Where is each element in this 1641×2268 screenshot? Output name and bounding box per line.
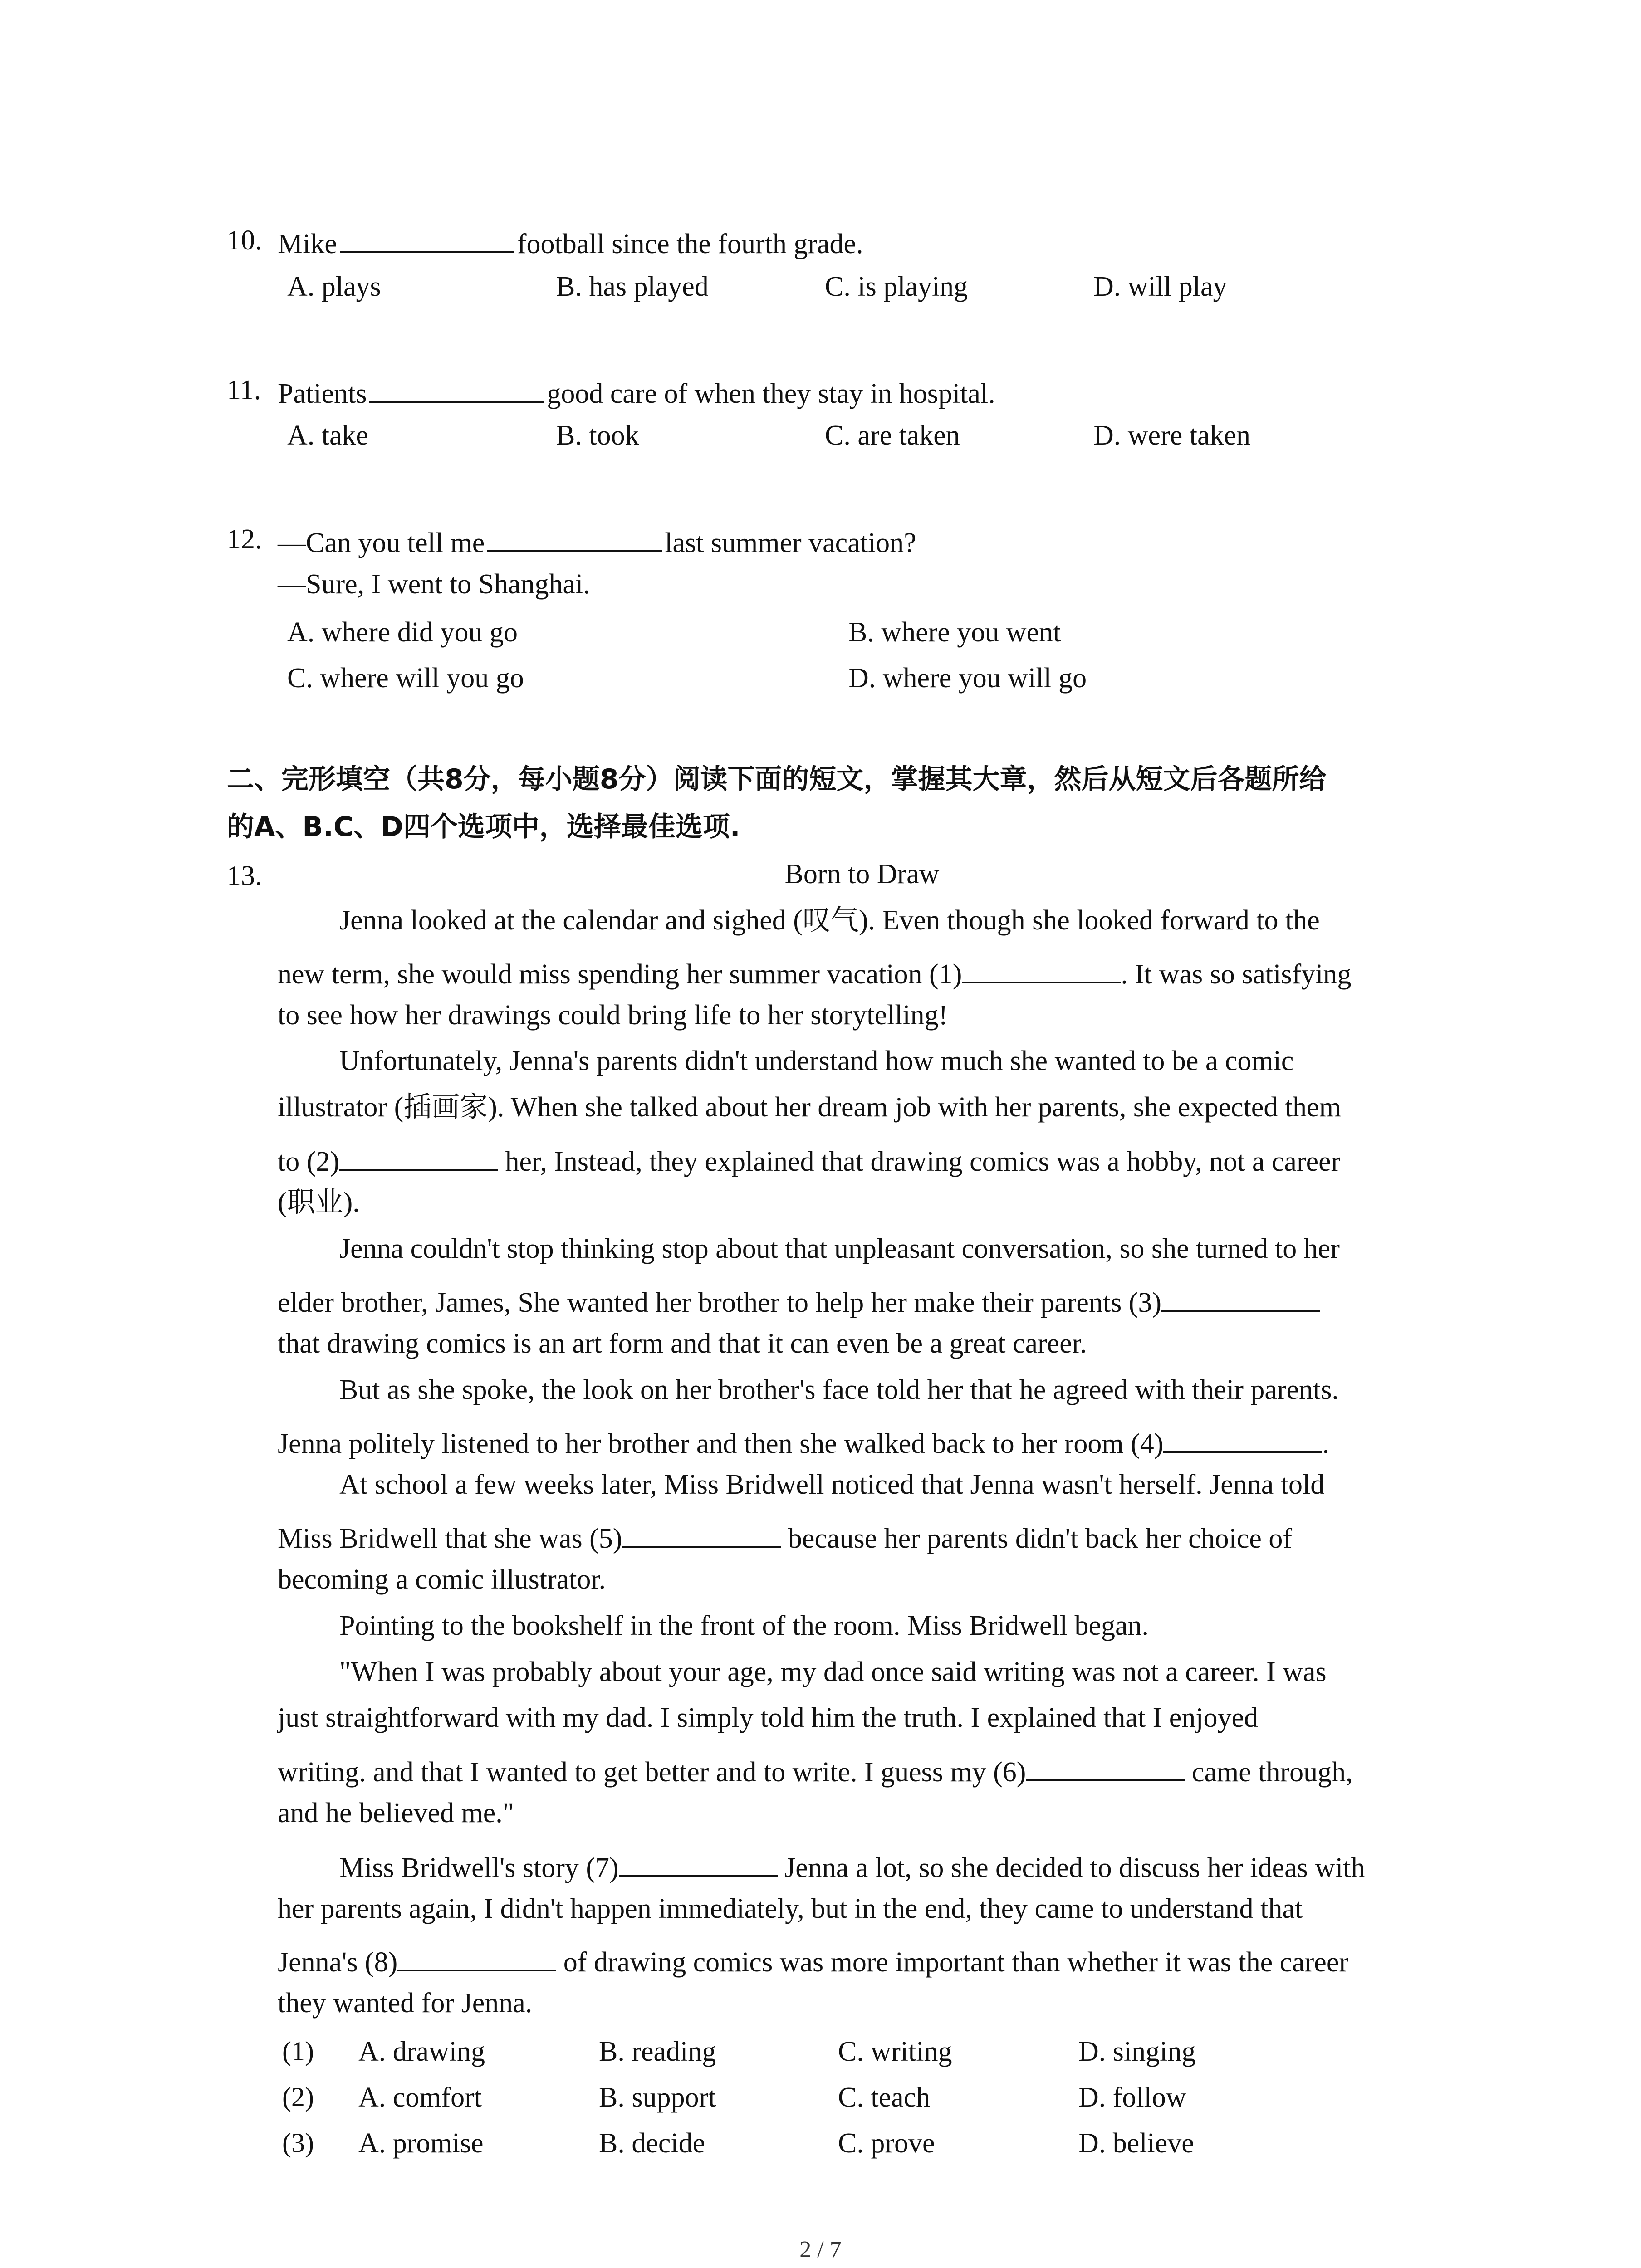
passage-line: Pointing to the bookshelf in the front of the room. Miss Bridwell began. <box>339 1610 1149 1641</box>
stem-text: last summer vacation? <box>665 527 916 558</box>
answer-blank <box>369 374 544 403</box>
question-stem <box>278 374 995 408</box>
stem-text: —Can you tell me <box>278 527 485 558</box>
passage-line: and he believed me." <box>278 1798 514 1828</box>
passage-line: new term, she would miss spending her summer vacation (1) . It was so satisfying <box>278 955 1351 988</box>
passage-line: writing. and that I wanted to get better and to write. I guess my (6) came through, <box>278 1753 1353 1786</box>
option-a: A. promise <box>358 2128 484 2159</box>
answer-blank-6 <box>1026 1753 1185 1781</box>
passage-line: Jenna's (8) of drawing comics was more important than whether it was the career <box>278 1943 1348 1976</box>
option-c: C. is playing <box>825 271 968 302</box>
passage-title: Born to Draw <box>784 859 940 890</box>
passage-line: to see how her drawings could bring life to her storytelling! <box>278 1000 948 1031</box>
option-c: C. writing <box>838 2036 952 2067</box>
section-heading: 二、完形填空（共8分，每小题8分）阅读下面的短文，掌握其大章，然后从短文后各题所给 <box>227 763 1327 795</box>
passage-line: Miss Bridwell that she was (5) because her parents didn't back her choice of <box>278 1519 1292 1553</box>
answer-blank <box>340 225 514 253</box>
blank-number: (1) <box>282 2036 314 2066</box>
option-a: A. drawing <box>358 2036 485 2067</box>
blank-number: (3) <box>282 2128 314 2158</box>
passage-line: "When I was probably about your age, my dad once said writing was not a career. I was <box>339 1657 1327 1687</box>
stem-text: Patients <box>278 378 367 409</box>
passage-line: illustrator (插画家). When she talked about her dream job with her parents, she expected them <box>278 1092 1341 1123</box>
passage-line: they wanted for Jenna. <box>278 1988 533 2019</box>
passage-line: But as she spoke, the look on her brother's face told her that he agreed with their parents. <box>339 1374 1339 1405</box>
answer-blank-2 <box>339 1142 498 1171</box>
option-c: C. are taken <box>825 420 960 451</box>
passage-line: At school a few weeks later, Miss Bridwell noticed that Jenna wasn't herself. Jenna told <box>339 1469 1325 1500</box>
passage-line: (职业). <box>278 1187 360 1218</box>
passage-line: her parents again, I didn't happen immediately, but in the end, they came to understand that <box>278 1893 1303 1924</box>
option-d: D. singing <box>1078 2036 1196 2067</box>
option-b: B. where you went <box>848 617 1061 648</box>
page-number: 2 / 7 <box>799 2237 842 2263</box>
question-number: 13. <box>227 860 262 891</box>
option-b: B. support <box>599 2082 716 2113</box>
stem-text: football since the fourth grade. <box>517 228 863 259</box>
passage-line: becoming a comic illustrator. <box>278 1564 606 1595</box>
option-d: D. where you will go <box>848 663 1087 694</box>
option-d: D. follow <box>1078 2082 1186 2113</box>
section-heading: 的A、B.C、D四个选项中，选择最佳选项. <box>227 811 740 843</box>
option-a: A. where did you go <box>287 617 518 648</box>
passage-line: Miss Bridwell's story (7) Jenna a lot, so she decided to discuss her ideas with <box>339 1848 1365 1882</box>
question-number: 11. <box>227 375 261 406</box>
passage-line: Jenna politely listened to her brother and then she walked back to her room (4) . <box>278 1424 1329 1458</box>
passage-line: just straightforward with my dad. I simply told him the truth. I explained that I enjoyed <box>278 1702 1258 1733</box>
stem-text: good care of when they stay in hospital. <box>547 378 995 409</box>
option-c: C. teach <box>838 2082 931 2113</box>
blank-number: (2) <box>282 2082 314 2112</box>
passage-line: to (2) her, Instead, they explained that drawing comics was a hobby, not a career <box>278 1142 1340 1176</box>
question-stem <box>278 225 863 258</box>
option-b: B. has played <box>556 271 709 302</box>
option-b: B. took <box>556 420 639 451</box>
option-c: C. prove <box>838 2128 935 2159</box>
answer-blank-4 <box>1163 1424 1322 1453</box>
reply-text: —Sure, I went to Shanghai. <box>278 569 590 600</box>
answer-blank-7 <box>619 1848 778 1877</box>
stem-text: Mike <box>278 228 337 259</box>
answer-blank-3 <box>1161 1283 1320 1312</box>
passage-line: elder brother, James, She wanted her brother to help her make their parents (3) <box>278 1283 1320 1317</box>
answer-blank-5 <box>622 1519 781 1548</box>
option-c: C. where will you go <box>287 663 524 694</box>
passage-line: Jenna looked at the calendar and sighed (叹气). Even though she looked forward to the <box>339 905 1320 936</box>
option-a: A. comfort <box>358 2082 482 2113</box>
option-d: D. were taken <box>1093 420 1250 451</box>
answer-blank <box>487 523 662 552</box>
option-d: D. will play <box>1093 271 1227 302</box>
option-b: B. decide <box>599 2128 705 2159</box>
question-stem <box>278 523 916 557</box>
option-b: B. reading <box>599 2036 716 2067</box>
passage-line: Unfortunately, Jenna's parents didn't understand how much she wanted to be a comic <box>339 1046 1294 1076</box>
answer-blank-1 <box>962 955 1121 983</box>
option-d: D. believe <box>1078 2128 1194 2159</box>
passage-line: Jenna couldn't stop thinking stop about that unpleasant conversation, so she turned to her <box>339 1233 1340 1264</box>
option-a: A. take <box>287 420 369 451</box>
option-a: A. plays <box>287 271 381 302</box>
answer-blank-8 <box>397 1943 556 1971</box>
passage-line: that drawing comics is an art form and that it can even be a great career. <box>278 1328 1087 1359</box>
question-number: 10. <box>227 225 262 256</box>
question-number: 12. <box>227 524 262 555</box>
